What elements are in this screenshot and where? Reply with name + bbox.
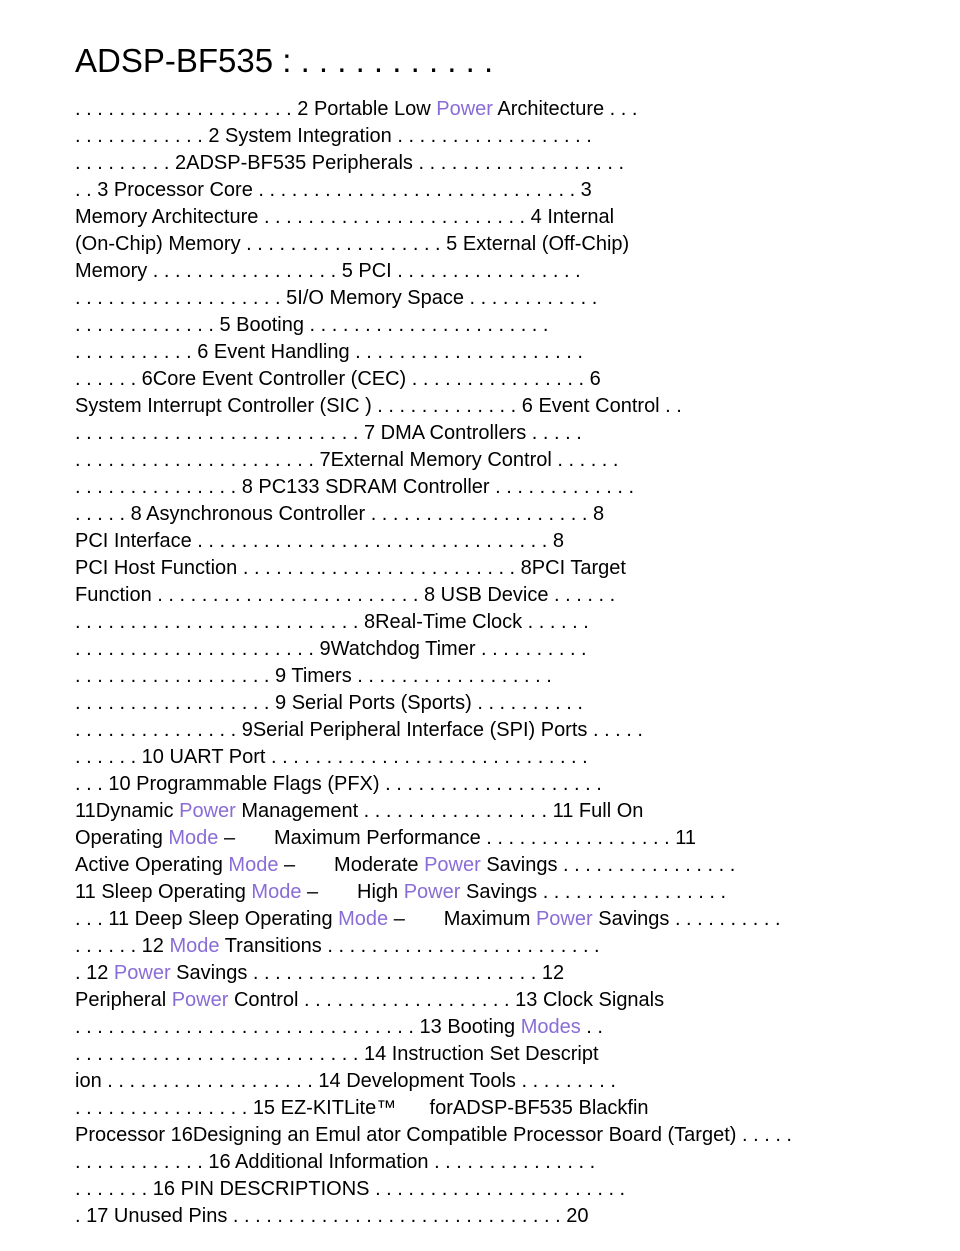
toc-text: . . . . . . . . . . . . . 5 Booting . . . . . . . . . . . . . . . . . . . . . . [75,314,549,336]
toc-line [75,339,935,366]
toc-text: Savings . . . . . . . . . . [592,908,781,930]
toc-line [75,1176,935,1203]
toc-text: . . . . . . . . . . . . . . . 9Serial Peripheral Interface (SPI) Ports . . . . . [75,719,643,741]
toc-text: – Maximum Performance . . . . . . . . . . . . . . . . . 11 [218,827,696,849]
toc-line [75,852,935,879]
toc-text: . . . . . . . . . . . 6 Event Handling . . . . . . . . . . . . . . . . . . . . . [75,341,583,363]
toc-line [75,744,935,771]
toc-text: . . . . . . 10 UART Port . . . . . . . . . . . . . . . . . . . . . . . . . . . . . [75,746,588,768]
toc-text: 11 Sleep Operating [75,881,252,903]
highlighted-keyword: Power [535,908,593,930]
toc-line [75,771,935,798]
toc-line [75,798,935,825]
toc-line [75,177,935,204]
toc-text: . . . . . . . . . . . . . . . . . . . 5I/O Memory Space . . . . . . . . . . . . [75,287,598,309]
toc-line [75,312,935,339]
highlighted-keyword: Power [179,800,236,822]
toc-line [75,825,935,852]
highlighted-keyword: Power [113,962,171,984]
toc-line [75,879,935,906]
toc-text: . . . . . . . . . 2ADSP-BF535 Peripherals . . . . . . . . . . . . . . . . . . . [75,152,625,174]
toc-text: Savings . . . . . . . . . . . . . . . . [480,854,736,876]
toc-text: . . . . . . . . . . . . . . . . . . 9 Timers . . . . . . . . . . . . . . . . . . [75,665,552,687]
toc-line [75,1203,935,1230]
toc-text: . . . . . . . . . . . . . . . . . . . . . . . . . . 8Real-Time Clock . . . . . . [75,611,589,633]
toc-text: Architecture . . . [492,98,638,120]
toc-line [75,204,935,231]
highlighted-keyword: Power [171,989,229,1011]
highlighted-keyword: Mode [338,908,389,930]
toc-line [75,663,935,690]
toc-text: Processor 16Designing an Emul ator Compatible Processor Board (Target) . . . . . [75,1124,792,1146]
toc-text: . 12 [75,962,114,984]
toc-line [75,393,935,420]
toc-text: . . . . . . . . . . . . 16 Additional Information . . . . . . . . . . . . . . . [75,1151,596,1173]
toc-text: Peripheral [75,989,172,1011]
toc-text: (On-Chip) Memory . . . . . . . . . . . . . . . . . . 5 External (Off-Chip) [75,233,630,255]
toc-line [75,555,935,582]
toc-text: . . . . . . . . . . . . . . . . 15 EZ-KITLite™ forADSP-BF535 Blackfin [75,1097,649,1119]
page-title: ADSP-BF535 : . . . . . . . . . . . [75,42,494,79]
highlighted-keyword: Mode [228,854,279,876]
toc-line [75,420,935,447]
toc-text: 11Dynamic [75,800,180,822]
toc-text: . . . . . . 6Core Event Controller (CEC) . . . . . . . . . . . . . . . . 6 [75,368,601,390]
toc-text: – Moderate [278,854,425,876]
toc-text: . . . . . . . . . . . . . . . . . . . . . . 9Watchdog Timer . . . . . . . . . . [75,638,587,660]
toc-text: . . . . . . . . . . . . . . . . . . 9 Serial Ports (Sports) . . . . . . . . . . [75,692,583,714]
toc-line [75,1095,935,1122]
toc-text: Control . . . . . . . . . . . . . . . . . . . 13 Clock Signals [228,989,665,1011]
toc-text: . . . . . . . 16 PIN DESCRIPTIONS . . . . . . . . . . . . . . . . . . . . . . . [75,1178,626,1200]
toc-line [75,1014,935,1041]
toc-line [75,150,935,177]
highlighted-keyword: Mode [169,935,220,957]
toc-text: . . . 10 Programmable Flags (PFX) . . . . . . . . . . . . . . . . . . . . [75,773,602,795]
toc-line [75,285,935,312]
toc-line [75,987,935,1014]
toc-text: . . [580,1016,603,1038]
highlighted-keyword: Power [436,98,493,120]
toc-line [75,690,935,717]
toc-text: . . . . . . 12 [75,935,170,957]
toc-page [75,36,935,1230]
toc-text: ion . . . . . . . . . . . . . . . . . . . 14 Development Tools . . . . . . . . . [75,1070,616,1092]
toc-line [75,1149,935,1176]
toc-text: Operating [75,827,169,849]
toc-text: Transitions . . . . . . . . . . . . . . . . . . . . . . . . . [219,935,600,957]
toc-text: . 17 Unused Pins . . . . . . . . . . . . . . . . . . . . . . . . . . . . . . 20 [75,1205,589,1227]
toc-text: Active Operating [75,854,229,876]
toc-line [75,1041,935,1068]
toc-line [75,636,935,663]
toc-line [75,474,935,501]
toc-text: Savings . . . . . . . . . . . . . . . . . . . . . . . . . . 12 [170,962,565,984]
toc-line [75,366,935,393]
toc-text: – Maximum [388,908,536,930]
toc-text: . . . . . . . . . . . . . . . . . . . . . . . . . . 7 DMA Controllers . . . . . [75,422,582,444]
toc-line [75,96,935,123]
toc-line [75,717,935,744]
toc-line [75,960,935,987]
toc-list [75,96,935,1230]
toc-line [75,933,935,960]
toc-text: . . . . . 8 Asynchronous Controller . . . . . . . . . . . . . . . . . . . . 8 [75,503,605,525]
toc-line [75,528,935,555]
toc-text: System Interrupt Controller (SIC ) . . . . . . . . . . . . . 6 Event Control . . [75,395,682,417]
toc-line [75,1122,935,1149]
toc-text: . . . . . . . . . . . . . . . . . . . . . . . . . . . . . . . 13 Booting [75,1016,521,1038]
toc-text: PCI Interface . . . . . . . . . . . . . . . . . . . . . . . . . . . . . . . . 8 [75,530,565,552]
highlighted-keyword: Mode [251,881,302,903]
highlighted-keyword: Power [424,854,481,876]
toc-text: – High [301,881,404,903]
toc-text: PCI Host Function . . . . . . . . . . . . . . . . . . . . . . . . . 8PCI Target [75,557,626,579]
highlighted-keyword: Modes [520,1016,581,1038]
toc-line [75,906,935,933]
toc-line [75,1068,935,1095]
toc-line [75,609,935,636]
toc-text: . . . . . . . . . . . . 2 System Integration . . . . . . . . . . . . . . . . . . [75,125,592,147]
toc-text: Management . . . . . . . . . . . . . . . . . 11 Full On [235,800,644,822]
highlighted-keyword: Power [403,881,461,903]
toc-text: . . . . . . . . . . . . . . . . . . . . . . . . . . 14 Instruction Set Descript [75,1043,599,1065]
toc-text: . . . . . . . . . . . . . . . 8 PC133 SDRAM Controller . . . . . . . . . . . . . [75,476,635,498]
toc-text: . . 3 Processor Core . . . . . . . . . . . . . . . . . . . . . . . . . . . . . 3 [75,179,592,201]
toc-text: Savings . . . . . . . . . . . . . . . . . [460,881,727,903]
toc-line [75,258,935,285]
toc-text: Memory . . . . . . . . . . . . . . . . . 5 PCI . . . . . . . . . . . . . . . . . [75,260,581,282]
toc-text: . . . . . . . . . . . . . . . . . . . . 2 Portable Low [75,98,437,120]
toc-line [75,501,935,528]
toc-line [75,447,935,474]
highlighted-keyword: Mode [168,827,219,849]
toc-text: . . . . . . . . . . . . . . . . . . . . . . 7External Memory Control . . . . . . [75,449,619,471]
toc-text: Function . . . . . . . . . . . . . . . . . . . . . . . . 8 USB Device . . . . . . [75,584,616,606]
toc-text: Memory Architecture . . . . . . . . . . . . . . . . . . . . . . . . 4 Internal [75,206,615,228]
toc-line [75,582,935,609]
toc-text: . . . 11 Deep Sleep Operating [75,908,339,930]
toc-line [75,231,935,258]
toc-line [75,123,935,150]
